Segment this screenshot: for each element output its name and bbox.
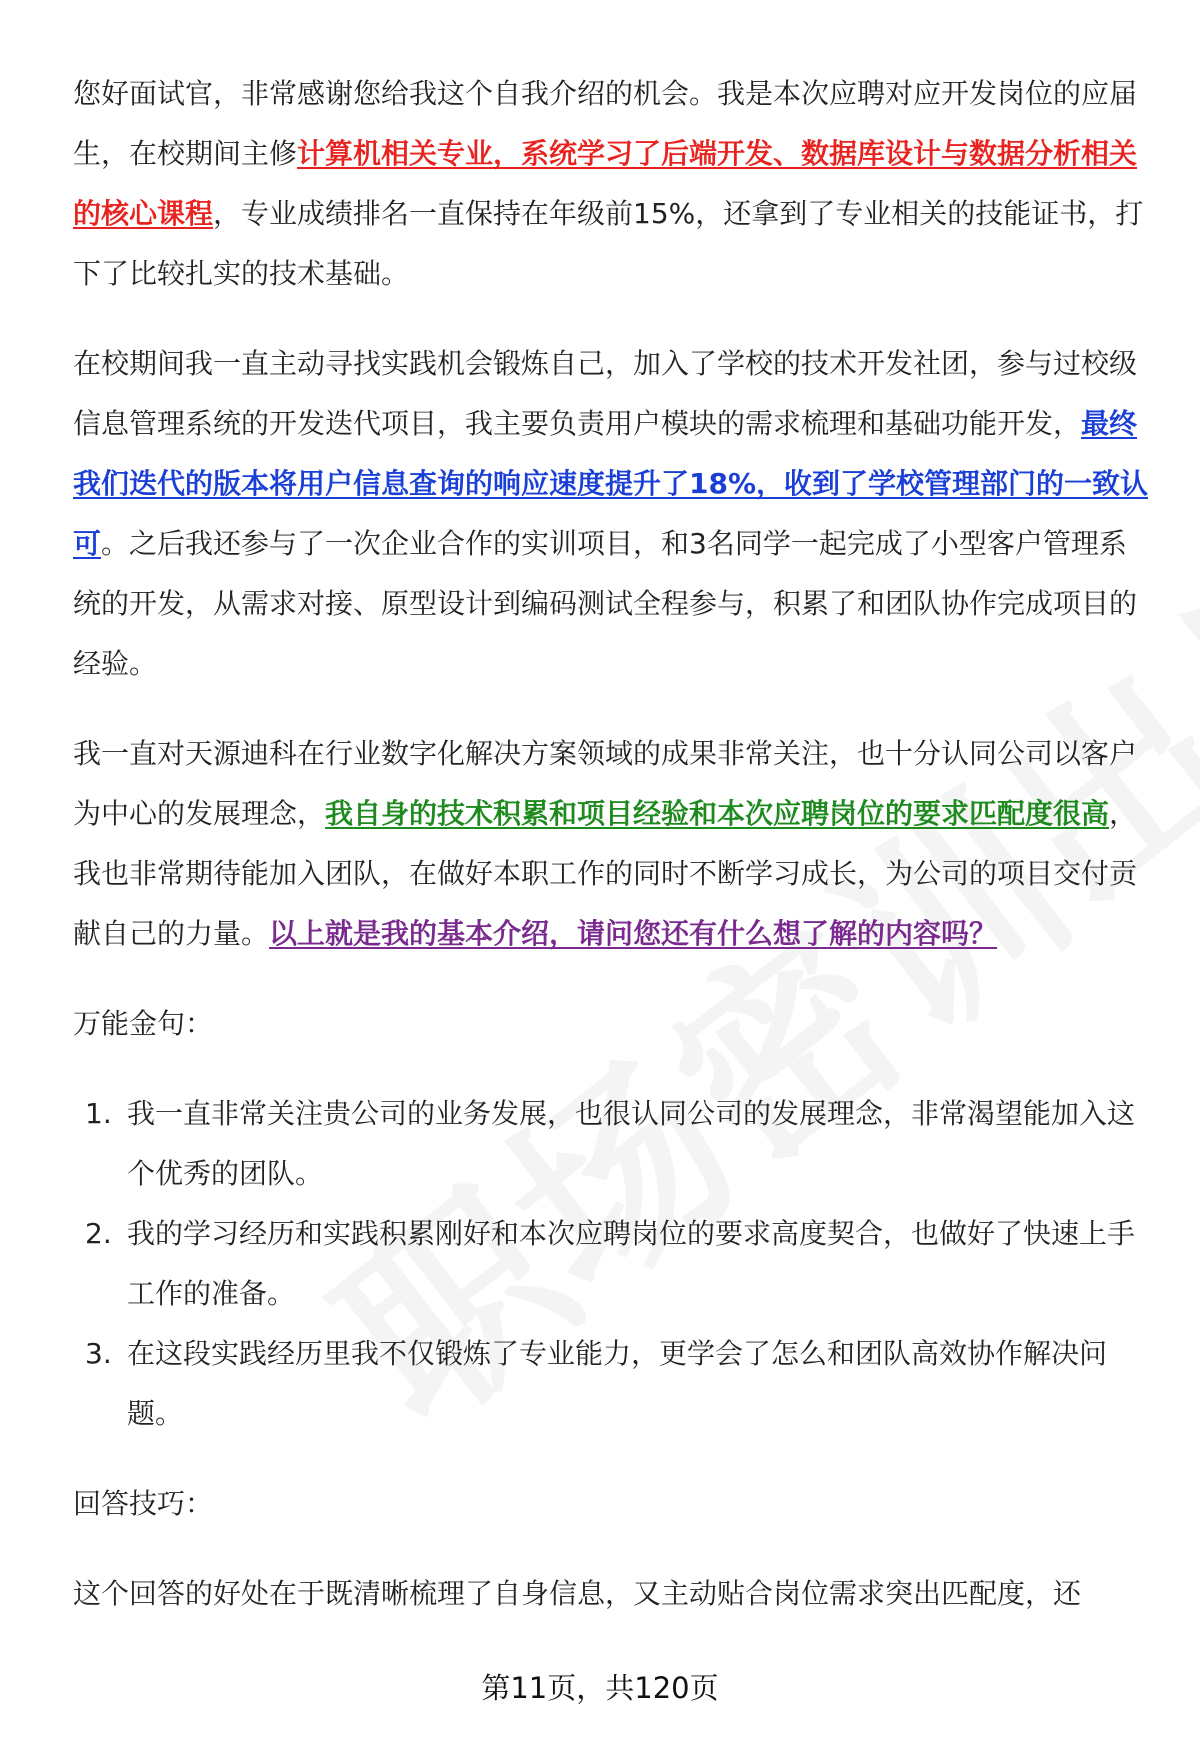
paragraph-motivation (73, 724, 1153, 964)
highlight-closing: 以上就是我的基本介绍，请问您还有什么想了解的内容吗？ (269, 917, 998, 950)
highlight-major: 计算机相关专业，系统学习了后端开发、数据库设计与数据分析相关的核心课程 (73, 137, 1138, 230)
document-body (73, 64, 1153, 1624)
highlight-achievement: 最终我们迭代的版本将用户信息查询的响应速度提升了18%，收到了学校管理部门的一致认可 (73, 407, 1149, 560)
golden-sentences-list (73, 1084, 1153, 1444)
intro-text-tail: ，专业成绩排名一直保持在年级前15%，还拿到了专业相关的技能证书，打下了比较扎实的技术基础。 (73, 197, 1144, 290)
paragraph-practice (73, 334, 1153, 694)
highlight-match: 我自身的技术积累和项目经验和本次应聘岗位的要求匹配度很高 (325, 797, 1110, 830)
paragraph-intro (73, 64, 1153, 304)
list-item (73, 1324, 1153, 1444)
motivation-text: 我一直对天源迪科在行业数字化解决方案领域的成果非常关注，也十分认同公司以客户为中心的发展理念， (73, 737, 1138, 830)
answer-tips-text: 这个回答的好处在于既清晰梳理了自身信息，又主动贴合岗位需求突出匹配度，还 (73, 1577, 1082, 1610)
golden-sentences-title: 万能金句： (73, 1007, 214, 1040)
list-item-number: 2. (85, 1217, 112, 1250)
practice-text-tail: 。之后我还参与了一次企业合作的实训项目，和3名同学一起完成了小型客户管理系统的开发，从需求对接、原型设计到编码测试全程参与，积累了和团队协作完成项目的经验。 (73, 527, 1138, 680)
list-item-number: 1. (85, 1097, 112, 1130)
motivation-text-tail: ，我也非常期待能加入团队，在做好本职工作的同时不断学习成长，为公司的项目交付贡献自己的力量。 (73, 797, 1138, 950)
answer-tips-title: 回答技巧： (73, 1487, 214, 1520)
page-number-footer: 第11页，共120页 (481, 1671, 719, 1705)
list-item (73, 1204, 1153, 1324)
list-item-number: 3. (85, 1337, 112, 1370)
list-item (73, 1084, 1153, 1204)
intro-text: 您好面试官，非常感谢您给我这个自我介绍的机会。我是本次应聘对应开发岗位的应届生，在校期间主修 (73, 77, 1138, 170)
practice-text: 在校期间我一直主动寻找实践机会锻炼自己，加入了学校的技术开发社团，参与过校级信息管理系统的开发迭代项目，我主要负责用户模块的需求梳理和基础功能开发， (73, 347, 1138, 440)
list-item-text: 我的学习经历和实践积累刚好和本次应聘岗位的要求高度契合，也做好了快速上手工作的准备。 (127, 1217, 1136, 1310)
list-item-text: 在这段实践经历里我不仅锻炼了专业能力，更学会了怎么和团队高效协作解决问题。 (127, 1337, 1108, 1430)
list-item-text: 我一直非常关注贵公司的业务发展，也很认同公司的发展理念，非常渴望能加入这个优秀的团队。 (127, 1097, 1136, 1190)
